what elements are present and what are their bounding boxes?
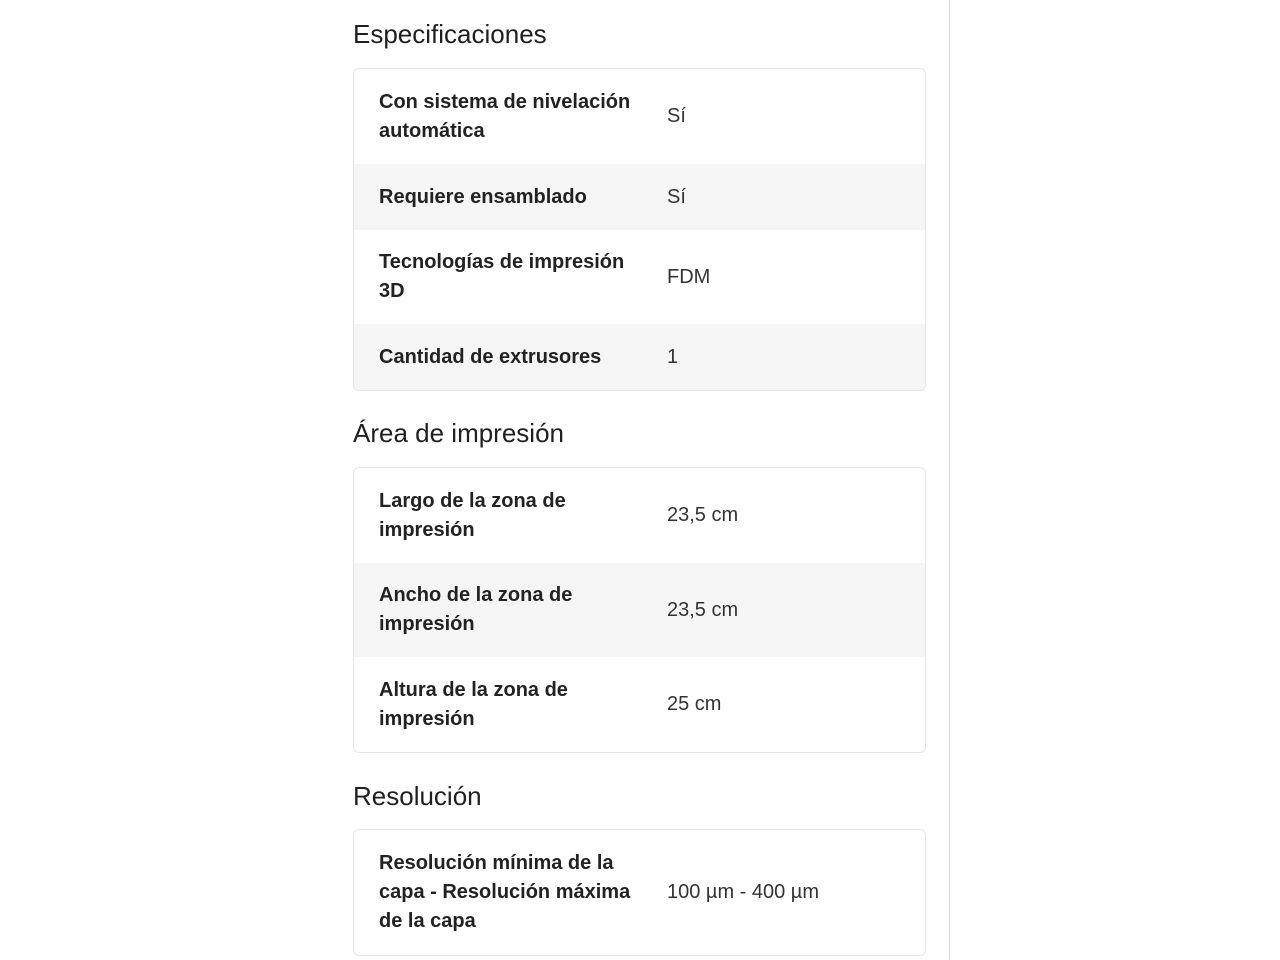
table-row (354, 230, 925, 324)
spec-table-area-de-impresion (353, 467, 926, 753)
spec-label: Requiere ensamblado (379, 185, 587, 208)
spec-value: 100 µm - 400 µm (667, 881, 819, 903)
spec-label: Altura de la zona de impresión (379, 678, 568, 730)
spec-value: Sí (667, 185, 686, 208)
spec-label: Cantidad de extrusores (379, 345, 602, 368)
table-row (354, 830, 925, 955)
section-title-resolucion: Resolución (353, 781, 482, 811)
table-row (354, 164, 925, 230)
section-title-especificaciones: Especificaciones (353, 19, 547, 49)
spec-value: 1 (667, 345, 679, 368)
spec-value: Sí (667, 105, 686, 127)
spec-label: Con sistema de nivelación automática (379, 90, 631, 142)
spec-value: FDM (667, 265, 711, 288)
spec-value: 25 cm (667, 693, 722, 715)
spec-table-especificaciones (353, 68, 926, 391)
spec-value: 23,5 cm (667, 504, 739, 526)
section-title-area-de-impresion: Área de impresión (353, 418, 564, 448)
table-row (354, 657, 925, 752)
vertical-divider (949, 0, 950, 960)
spec-label: Resolución mínima de la capa - Resolución máxima de la capa (379, 852, 631, 932)
spec-label: Ancho de la zona de impresión (379, 584, 573, 635)
table-row (354, 468, 925, 563)
table-row (354, 69, 925, 164)
table-row (354, 324, 925, 390)
spec-label: Largo de la zona de impresión (379, 489, 566, 541)
spec-value: 23,5 cm (667, 598, 739, 621)
spec-table-resolucion (353, 829, 926, 956)
table-row (354, 563, 925, 657)
spec-label: Tecnologías de impresión 3D (379, 251, 625, 302)
